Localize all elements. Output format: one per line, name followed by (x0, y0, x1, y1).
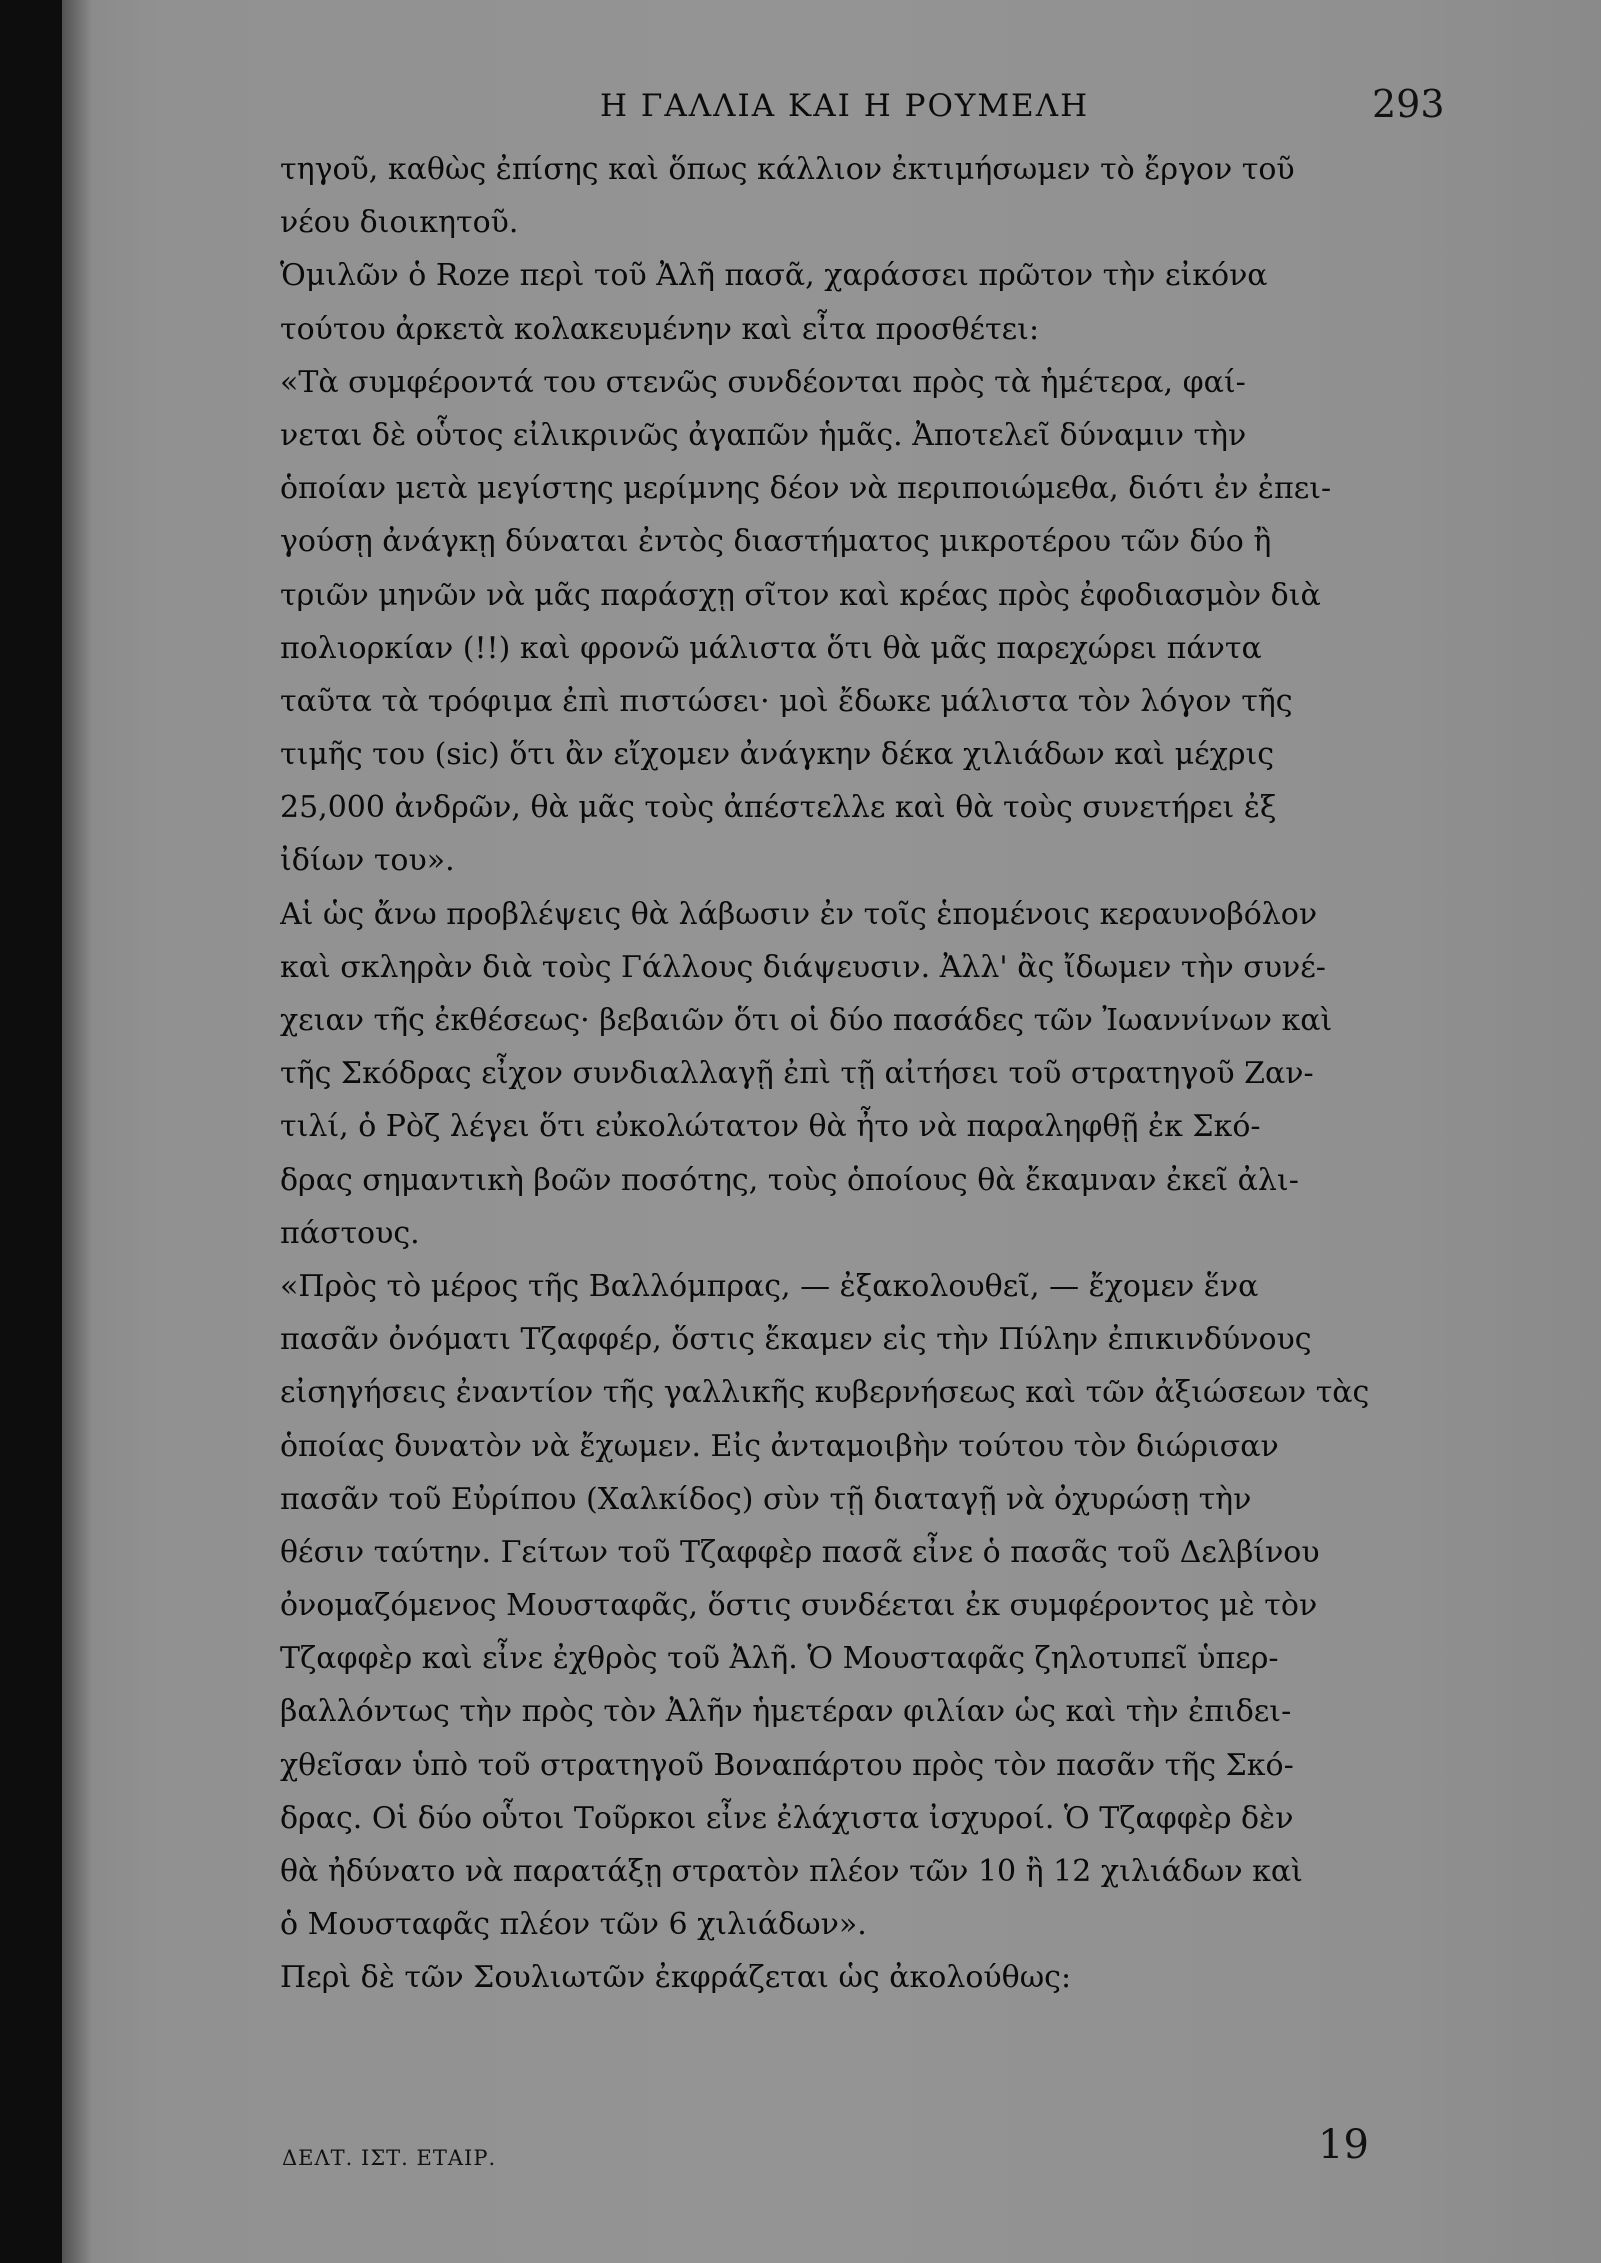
text-line: τούτου ἀρκετὰ κολακευμένην καὶ εἶτα προσθέτει: (280, 311, 1040, 347)
text-line: Τζαφφὲρ καὶ εἶνε ἐχθρὸς τοῦ Ἀλῆ. Ὁ Μουσταφᾶς ζηλοτυπεῖ ὑπερ- (280, 1641, 1279, 1677)
text-line: θέσιν ταύτην. Γείτων τοῦ Τζαφφὲρ πασᾶ εἶνε ὁ πασᾶς τοῦ Δελβίνου (280, 1534, 1320, 1570)
body-text (280, 143, 1450, 2005)
text-line: γούσῃ ἀνάγκῃ δύναται ἐντὸς διαστήματος μικροτέρου τῶν δύο ἢ (280, 524, 1272, 560)
text-line: πασᾶν τοῦ Εὐρίπου (Χαλκίδος) σὺν τῇ διαταγῇ νὰ ὀχυρώσῃ τὴν (280, 1481, 1252, 1517)
binding-shadow (62, 0, 92, 2263)
text-line: Ὁμιλῶν ὁ Roze περὶ τοῦ Ἀλῆ πασᾶ, χαράσσει πρῶτον τὴν εἰκόνα (280, 258, 1268, 294)
text-line: δρας. Οἱ δύο οὗτοι Τοῦρκοι εἶνε ἐλάχιστα ἰσχυροί. Ὁ Τζαφφὲρ δὲν (280, 1800, 1294, 1836)
text-line: εἰσηγήσεις ἐναντίον τῆς γαλλικῆς κυβερνήσεως καὶ τῶν ἀξιώσεων τὰς (280, 1375, 1370, 1411)
text-line: ὀνομαζόμενος Μουσταφᾶς, ὅστις συνδέεται ἐκ συμφέροντος μὲ τὸν (280, 1588, 1318, 1624)
text-line: τιμῆς του (sic) ὅτι ἂν εἴχομεν ἀνάγκην δέκα χιλιάδων καὶ μέχρις (280, 737, 1275, 773)
text-line: πασᾶν ὀνόματι Τζαφφέρ, ὅστις ἔκαμεν εἰς τὴν Πύλην ἐπικινδύνους (280, 1322, 1312, 1358)
text-line: 25,000 ἀνδρῶν, θὰ μᾶς τοὺς ἀπέστελλε καὶ θὰ τοὺς συνετήρει ἐξ (280, 790, 1277, 826)
text-line: Αἱ ὡς ἄνω προβλέψεις θὰ λάβωσιν ἐν τοῖς ἑπομένοις κεραυνοβόλον (280, 896, 1318, 932)
text-line: ὁποίας δυνατὸν νὰ ἔχωμεν. Εἰς ἀνταμοιβὴν τούτου τὸν διώρισαν (280, 1428, 1279, 1464)
page-footer (0, 2118, 1601, 2188)
text-line: νέου διοικητοῦ. (280, 205, 519, 241)
text-line: πάστους. (280, 1215, 420, 1251)
page-number: 293 (1372, 82, 1445, 126)
text-line: «Πρὸς τὸ μέρος τῆς Βαλλόμπρας, — ἐξακολουθεῖ, — ἔχομεν ἕνα (280, 1268, 1259, 1304)
text-line: ταῦτα τὰ τρόφιμα ἐπὶ πιστώσει· μοὶ ἔδωκε μάλιστα τὸν λόγον τῆς (280, 683, 1293, 719)
text-line: χθεῖσαν ὑπὸ τοῦ στρατηγοῦ Βοναπάρτου πρὸς τὸν πασᾶν τῆς Σκό- (280, 1747, 1294, 1783)
running-title: Η ΓΑΛΛΙΑ ΚΑΙ Η ΡΟΥΜΕΛΗ (600, 88, 1090, 124)
sheet-number: 19 (1318, 2122, 1369, 2168)
page-header (0, 78, 1601, 138)
text-line: ὁποίαν μετὰ μεγίστης μερίμνης δέον νὰ περιποιώμεθα, διότι ἐν ἐπει- (280, 471, 1332, 507)
text-line: «Τὰ συμφέροντά του στενῶς συνδέονται πρὸς τὰ ἡμέτερα, φαί- (280, 364, 1246, 400)
binding-edge (0, 0, 62, 2263)
text-line: τριῶν μηνῶν νὰ μᾶς παράσχῃ σῖτον καὶ κρέας πρὸς ἐφοδιασμὸν διὰ (280, 577, 1321, 613)
text-line: ὁ Μουσταφᾶς πλέον τῶν 6 χιλιάδων». (280, 1907, 867, 1943)
text-line: Περὶ δὲ τῶν Σουλιωτῶν ἐκφράζεται ὡς ἀκολούθως: (280, 1960, 1072, 1996)
text-line: τῆς Σκόδρας εἶχον συνδιαλλαγῇ ἐπὶ τῇ αἰτήσει τοῦ στρατηγοῦ Ζαν- (280, 1056, 1314, 1092)
text-line: νεται δὲ οὗτος εἰλικρινῶς ἀγαπῶν ἡμᾶς. Ἀποτελεῖ δύναμιν τὴν (280, 417, 1247, 453)
text-line: θὰ ἠδύνατο νὰ παρατάξῃ στρατὸν πλέον τῶν 10 ἢ 12 χιλιάδων καὶ (280, 1854, 1303, 1889)
text-line: ἰδίων του». (280, 843, 455, 879)
text-line: χειαν τῆς ἐκθέσεως· βεβαιῶν ὅτι οἱ δύο πασάδες τῶν Ἰωαννίνων καὶ (280, 1003, 1333, 1038)
text-line: βαλλόντως τὴν πρὸς τὸν Ἀλῆν ἡμετέραν φιλίαν ὡς καὶ τὴν ἐπιδει- (280, 1694, 1292, 1730)
text-line: πολιορκίαν (!!) καὶ φρονῶ μάλιστα ὅτι θὰ μᾶς παρεχώρει πάντα (280, 630, 1262, 666)
text-line: τηγοῦ, καθὼς ἐπίσης καὶ ὅπως κάλλιον ἐκτιμήσωμεν τὸ ἔργον τοῦ (280, 152, 1295, 187)
text-line: καὶ σκληρὰν διὰ τοὺς Γάλλους διάψευσιν. Ἀλλ' ἂς ἴδωμεν τὴν συνέ- (280, 949, 1326, 985)
text-line: δρας σημαντικὴ βοῶν ποσότης, τοὺς ὁποίους θὰ ἔκαμναν ἐκεῖ ἀλι- (280, 1162, 1299, 1198)
journal-signature: ΔΕΛΤ. ΙΣΤ. ΕΤΑΙΡ. (282, 2146, 497, 2170)
text-line: τιλί, ὁ Ρὸζ λέγει ὅτι εὐκολώτατον θὰ ἦτο νὰ παραληφθῇ ἐκ Σκό- (280, 1109, 1261, 1145)
